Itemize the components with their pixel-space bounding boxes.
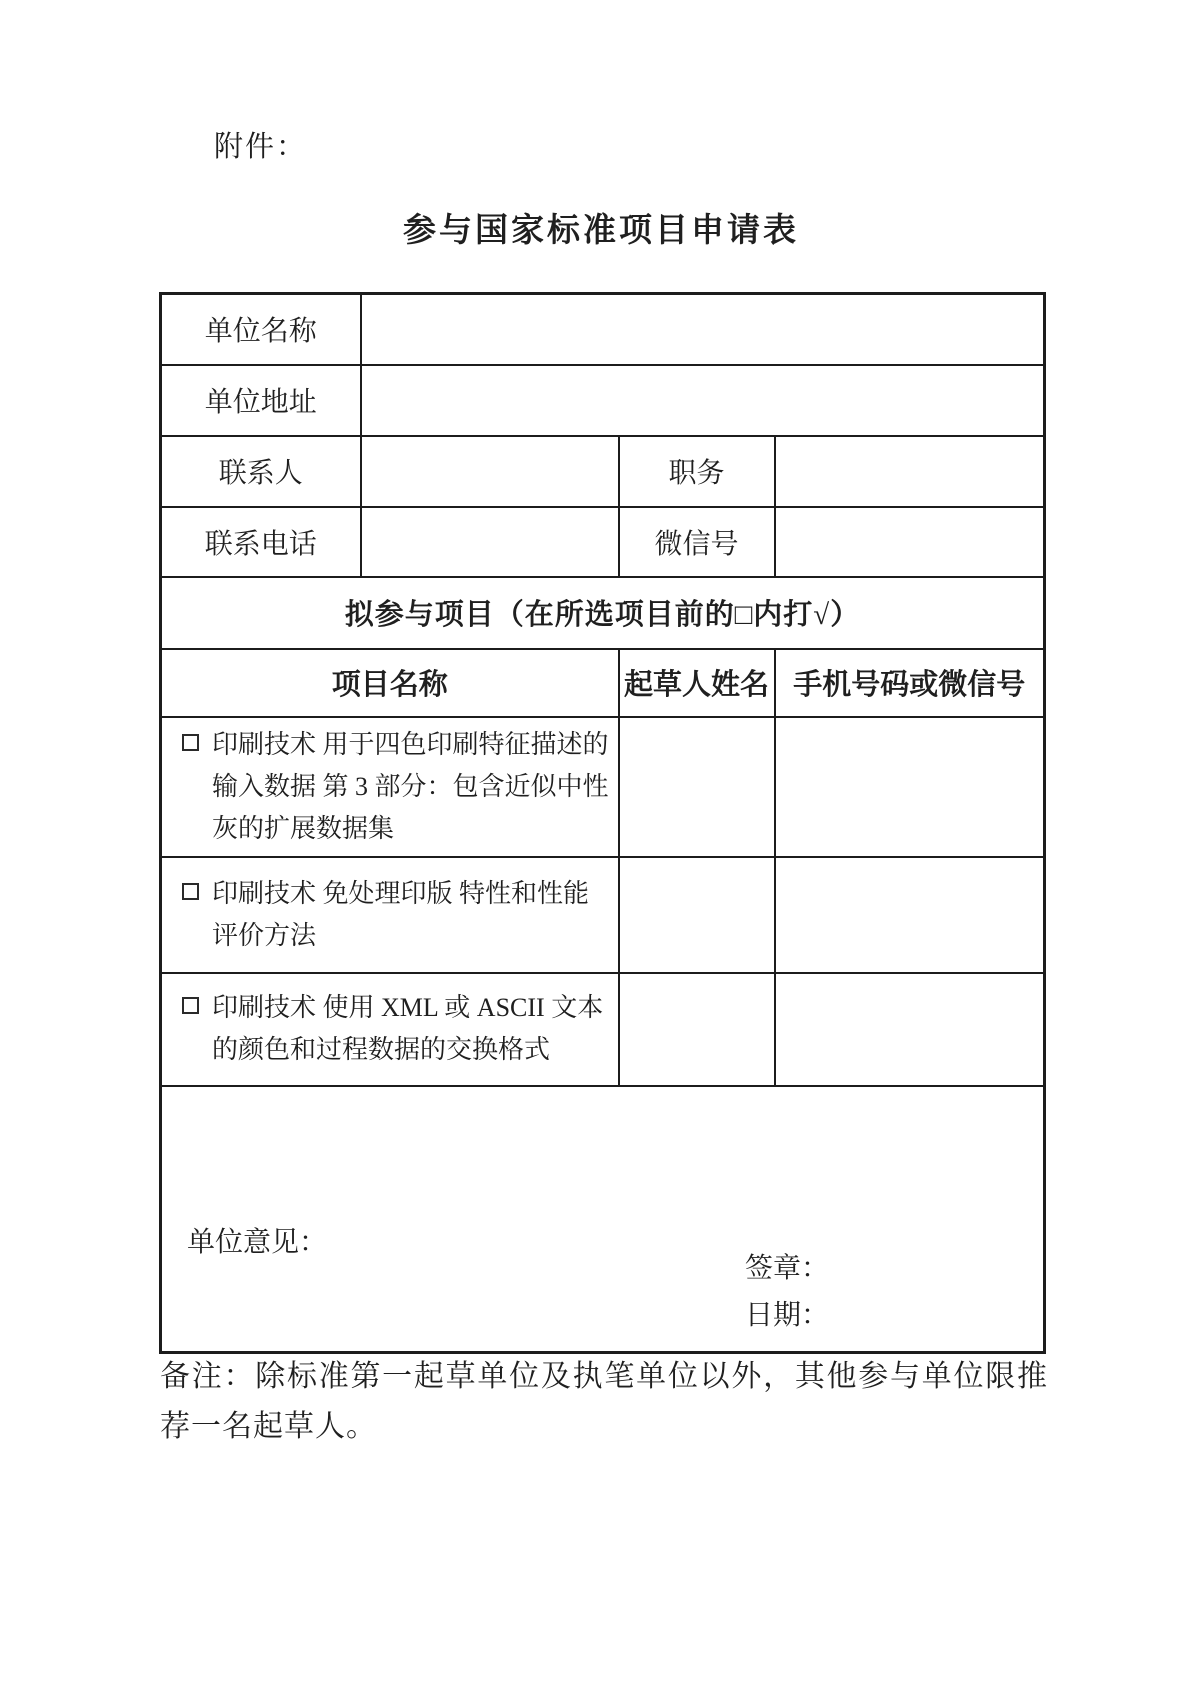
wechat-id-field[interactable]	[775, 507, 1045, 577]
row-unit-address	[161, 365, 1045, 436]
wechat-id-label: 微信号	[619, 507, 775, 577]
project-row-2	[161, 857, 1045, 973]
column-header-phone-or-wechat: 手机号码或微信号	[775, 649, 1045, 717]
unit-opinion-field[interactable]	[161, 1086, 1045, 1353]
row-section-header	[161, 577, 1045, 649]
signature-date-block	[745, 1245, 829, 1339]
contact-person-label: 联系人	[161, 436, 361, 507]
position-field[interactable]	[775, 436, 1045, 507]
contact-person-field[interactable]	[361, 436, 619, 507]
row-unit-name	[161, 294, 1045, 365]
project-row-3	[161, 973, 1045, 1086]
project-row-1	[161, 717, 1045, 857]
position-label: 职务	[619, 436, 775, 507]
remark-note: 备注：除标准第一起草单位及执笔单位以外，其他参与单位限推荐一名起草人。	[160, 1360, 1048, 1443]
page-title: 参与国家标准项目申请表	[403, 213, 799, 249]
application-form-table	[159, 292, 1046, 1354]
row-contact-person	[161, 436, 1045, 507]
contact-phone-field[interactable]	[361, 507, 619, 577]
project-2-phone-field[interactable]	[775, 857, 1045, 973]
unit-name-field[interactable]	[361, 294, 1045, 365]
project-3-name: 印刷技术 使用 XML 或 ASCII 文本的颜色和过程数据的交换格式	[212, 993, 604, 1064]
column-header-drafter-name: 起草人姓名	[619, 649, 775, 717]
row-column-headers	[161, 649, 1045, 717]
project-1-checkbox[interactable]	[182, 734, 199, 751]
project-1-name-cell	[161, 717, 619, 857]
project-3-drafter-field[interactable]	[619, 973, 775, 1086]
project-1-drafter-field[interactable]	[619, 717, 775, 857]
column-header-project-name: 项目名称	[161, 649, 619, 717]
unit-address-label: 单位地址	[161, 365, 361, 436]
project-2-name: 印刷技术 免处理印版 特性和性能评价方法	[212, 878, 590, 950]
unit-address-field[interactable]	[361, 365, 1045, 436]
project-2-name-cell	[161, 857, 619, 973]
project-3-checkbox[interactable]	[182, 997, 199, 1014]
row-unit-opinion	[161, 1086, 1045, 1353]
row-contact-phone	[161, 507, 1045, 577]
attachment-label: 附件：	[214, 131, 308, 163]
signature-label: 签章：	[745, 1252, 830, 1284]
project-3-name-cell	[161, 973, 619, 1086]
project-1-name: 印刷技术 用于四色印刷特征描述的输入数据 第 3 部分：包含近似中性灰的扩展数据集	[212, 729, 609, 843]
project-3-phone-field[interactable]	[775, 973, 1045, 1086]
unit-opinion-label: 单位意见：	[187, 1226, 328, 1258]
project-1-phone-field[interactable]	[775, 717, 1045, 857]
date-label: 日期：	[745, 1299, 830, 1331]
section-header: 拟参与项目（在所选项目前的□内打√）	[161, 577, 1045, 649]
unit-name-label: 单位名称	[161, 294, 361, 365]
project-2-checkbox[interactable]	[182, 883, 199, 900]
project-2-drafter-field[interactable]	[619, 857, 775, 973]
contact-phone-label: 联系电话	[161, 507, 361, 577]
